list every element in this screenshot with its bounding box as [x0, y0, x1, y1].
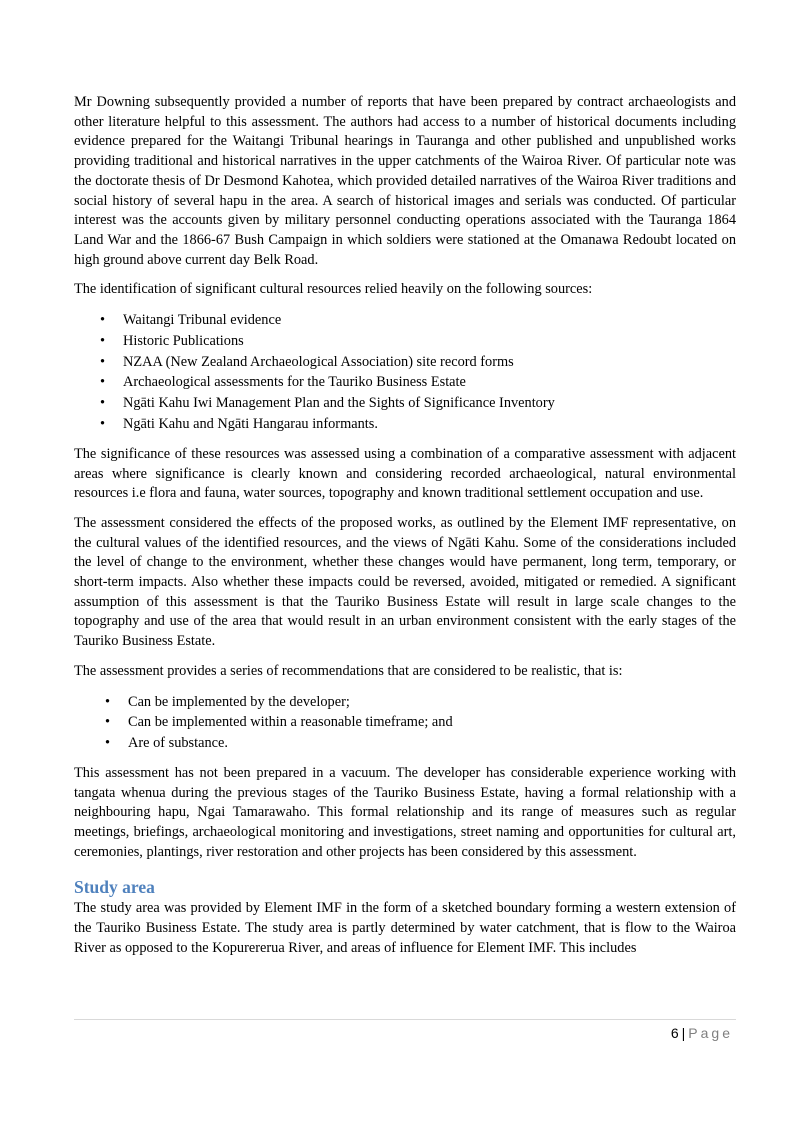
list-item: • Ngāti Kahu Iwi Management Plan and the Sights of Significance Inventory — [74, 393, 736, 414]
list-item: • Waitangi Tribunal evidence — [74, 310, 736, 331]
paragraph-study-area: The study area was provided by Element IMF in the form of a sketched boundary forming a western extension of the Tauriko Business Estate. The study area is partly determined by water catchment, that is flow to the Wairoa River as opposed to the Kopurererua River, and areas of influence for Element IMF. This includes — [74, 900, 736, 956]
paragraph-vacuum: This assessment has not been prepared in a vacuum. The developer has considerable experience working with tangata whenua during the previous stages of the Tauriko Business Estate, having a formal relationship with a neighbouring hapu, Ngai Tamarawaho. This formal relationship and its range of measures such as regular meetings, briefings, archaeological monitoring and investigations, street naming and opportunities for cultural art, ceremonies, plantings, river restoration and other projects has been considered by this assessment. — [74, 764, 736, 860]
document-body — [74, 93, 736, 969]
footer-separator: | — [681, 1025, 686, 1041]
sources-list — [74, 310, 736, 435]
list-item: • Ngāti Kahu and Ngāti Hangarau informants. — [74, 414, 736, 435]
page-footer — [671, 1024, 733, 1042]
bullet-icon: • — [105, 735, 111, 752]
recommendations-list — [74, 692, 736, 754]
bullet-icon: • — [100, 332, 106, 349]
bullet-icon: • — [100, 374, 106, 391]
page-label: Page — [688, 1025, 733, 1041]
list-item: • Can be implemented by the developer; — [74, 692, 736, 713]
paragraph-reports: Mr Downing subsequently provided a number of reports that have been prepared by contract archaeologists and other literature helpful to this assessment. The authors had access to a number of historical documents including evidence prepared for the Waitangi Tribunal hearings in Tauranga and other published and unpublished works providing traditional and historical narratives in the upper catchments of the Wairoa River. Of particular note was the doctorate thesis of Dr Desmond Kahotea, which provided detailed narratives of the Wairoa River traditions and social history of several hapu in the area. A search of historical images and serials was conducted. Of particular interest was the accounts given by military personnel conducting operations associated with the Tauranga 1864 Land War and the 1866-67 Bush Campaign in which soldiers were stationed at the Omanawa Redoubt located on high ground above current day Belk Road. — [74, 94, 736, 268]
paragraph-identification: The identification of significant cultural resources relied heavily on the following sources: — [74, 281, 593, 298]
list-item: • NZAA (New Zealand Archaeological Association) site record forms — [74, 352, 736, 373]
footer-divider — [74, 1019, 736, 1020]
paragraph-recommendations-intro: The assessment provides a series of recommendations that are considered to be realistic, that is: — [74, 662, 623, 679]
bullet-icon: • — [100, 416, 106, 433]
bullet-icon: • — [105, 714, 111, 731]
paragraph-significance: The significance of these resources was assessed using a combination of a comparative assessment with adjacent areas where significance is clearly known and considering recorded archaeological, natural environmental resources i.e flora and fauna, water sources, topography and known traditional settlement occupation and use. — [74, 445, 736, 502]
page-number: 6 — [670, 1025, 679, 1041]
bullet-icon: • — [100, 312, 106, 329]
list-item: • Historic Publications — [74, 331, 736, 352]
paragraph-effects: The assessment considered the effects of the proposed works, as outlined by the Element IMF representative, on the cultural values of the identified resources, and the views of Ngāti Kahu. Some of the considerations included the level of change to the environment, whether these changes would have permanent, long term, temporary, or short-term impacts. Also whether these impacts could be reversed, avoided, mitigated or remedied. A significant assumption of this assessment is that the Tauriko Business Estate will result in large scale changes to the topography and use of the area that would result in an urban environment consistent with the early stages of the Tauriko Business Estate. — [74, 514, 736, 650]
bullet-icon: • — [100, 395, 106, 412]
list-item: • Can be implemented within a reasonable timeframe; and — [74, 712, 736, 733]
bullet-icon: • — [105, 693, 111, 710]
bullet-icon: • — [100, 353, 106, 370]
list-item: • Archaeological assessments for the Tauriko Business Estate — [74, 372, 736, 393]
section-heading-study-area: Study area — [74, 877, 155, 898]
list-item: • Are of substance. — [74, 733, 736, 754]
